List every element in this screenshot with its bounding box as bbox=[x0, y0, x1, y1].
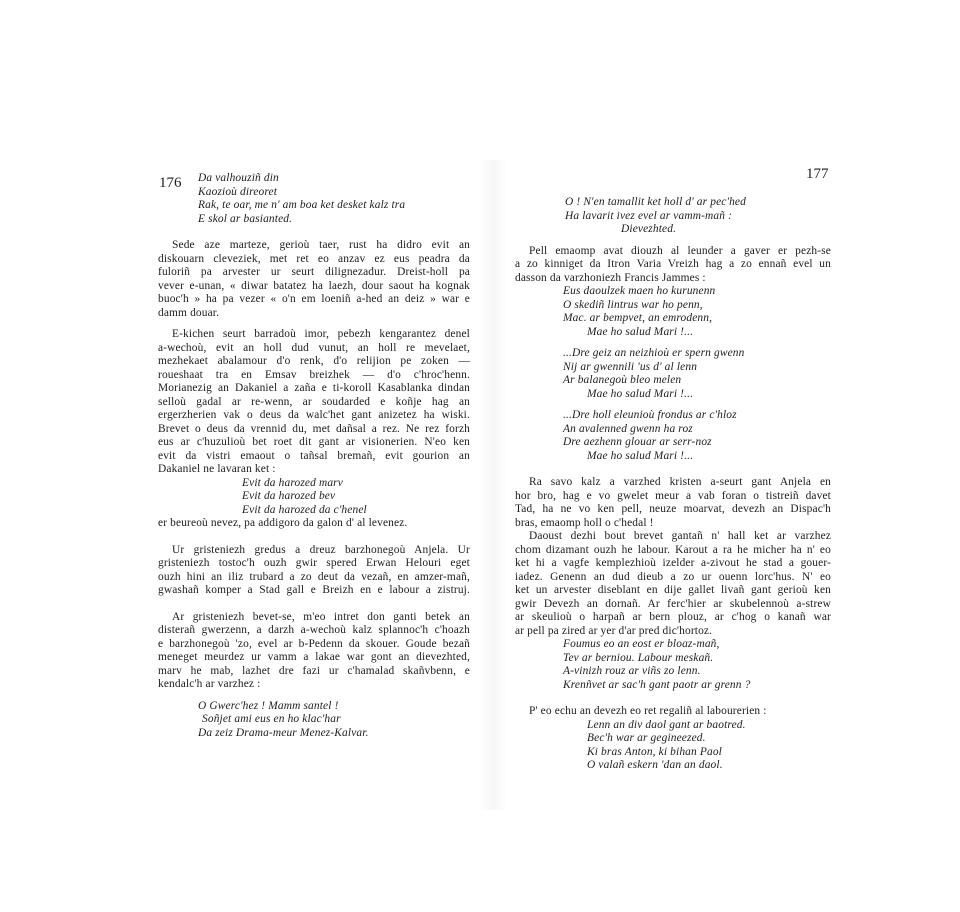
text-line: ar skeulioù o harpañ ar bern plouz, ar c'hog o kanañ war bbox=[515, 611, 831, 623]
verse-line: Bec'h war ar gegineezed. bbox=[587, 732, 706, 744]
text-line: a zo kinniget da Itron Varia Vreizh hag a zo ennañ evel un bbox=[515, 258, 831, 270]
text-line: E-kichen seurt barradoù imor, pebezh kengarantez denel bbox=[172, 328, 470, 340]
verse-line: Kaozioù direoret bbox=[198, 185, 278, 198]
paragraph bbox=[158, 328, 470, 531]
paragraph bbox=[515, 476, 831, 530]
text-line: ergerzherien vak o deus da walc'het gant anizetez ha wiski. bbox=[158, 409, 470, 421]
verse-line: O ! N'en tamallit ket holl d' ar pec'hed bbox=[565, 196, 746, 208]
verse-line: Eus daoulzek maen ho kurunenn bbox=[563, 285, 716, 297]
text-line: Dakaniel ne lavaran ket : bbox=[158, 463, 276, 475]
text-line: evit da vistri emaout o tañsal bremañ, evit gourion an bbox=[158, 449, 470, 462]
text-line: e barzhonegoù 'zo, evel ar b-Pedenn da skouer. Goude bezañ bbox=[158, 637, 470, 650]
verse-line: A-vinizh rouz ar viñs zo lenn. bbox=[563, 665, 701, 677]
text-line: Sede aze marteze, gerioù taer, rust ha didro evit an bbox=[172, 239, 470, 251]
text-line: diskouarn cleveziek, met ret eo anzav ez eus peadra da bbox=[158, 252, 470, 265]
page-number-left: 176 bbox=[159, 175, 182, 191]
text-line: ouzh hini an iliz trubard a zo deut da vezañ, en amzer-mañ, bbox=[158, 570, 470, 583]
text-line: Brevet o deus da vrennid du, met dañsal a rez. Ne rez forzh bbox=[158, 422, 470, 435]
verse-line: Krenñvet ar sac'h gant paotr ar grenn ? bbox=[563, 678, 751, 691]
text-line: meneget meurdez ur vamm a lakae war gont an dievezhted, bbox=[158, 651, 470, 663]
text-line: Daoust dezhi bout brevet gantañ n' hall ket ar varzhez bbox=[529, 530, 831, 542]
text-line: damm douar. bbox=[158, 306, 220, 319]
verse-line: Ar balanegoù bleo melen bbox=[563, 374, 682, 386]
text-line: gristeniezh tostoc'h ouzh gwir spered Erwan Helouri eget bbox=[158, 557, 470, 569]
poem-stanza-5 bbox=[515, 638, 831, 692]
page-number-right: 177 bbox=[806, 166, 829, 182]
text-line: Tad, ha ne vo ken pell, neuze moarvat, devezh an Dispac'h bbox=[515, 503, 831, 515]
verse-line: Nij ar gwennili 'us d' al lenn bbox=[563, 360, 698, 373]
text-line: chom dizamant ouzh he labour. Karout a ra he micher ha n' eo bbox=[515, 543, 831, 556]
left-page bbox=[158, 172, 470, 740]
book-gutter bbox=[478, 160, 508, 810]
paragraph bbox=[515, 530, 831, 638]
verse-line: Rak, te oar, me n' am boa ket desket kalz tra bbox=[198, 199, 406, 211]
verse-line: Ki bras Anton, ki bihan Paol bbox=[587, 745, 722, 758]
text-line: marv he mab, lazhet dre fazi ur c'hamalad skañvbenn, e bbox=[158, 664, 470, 677]
verse-line: O skediñ lintrus war ho penn, bbox=[563, 298, 703, 311]
verse-line: Evit da harozed bev bbox=[242, 490, 336, 502]
poem-stanza-4 bbox=[515, 409, 831, 463]
verse-line: Mae ho salud Mari !... bbox=[587, 387, 694, 400]
poem-stanza-2 bbox=[515, 285, 831, 339]
refrain-stanza bbox=[158, 477, 470, 518]
text-line: a-wechoù, evit an holl dud vunut, an holl re mevelaet, bbox=[158, 341, 470, 354]
paragraph bbox=[158, 544, 470, 598]
text-line: Ar gristeniezh bevet-se, m'eo intret don ganti betek an bbox=[172, 610, 470, 623]
poem-stanza-3 bbox=[515, 347, 831, 401]
verse-line: Soñjet ami eus en ho klac'har bbox=[202, 713, 341, 725]
verse-line: Mae ho salud Mari !... bbox=[587, 325, 694, 338]
text-line: dasson da varzhoniezh Francis Jammes : bbox=[515, 271, 706, 284]
verse-line: ...Dre geiz an neizhioù er spern gwenn bbox=[563, 347, 745, 359]
verse-line: E skol ar basianted. bbox=[198, 212, 293, 225]
text-line: ket hi a vagfe kemplezhioù izelder a-zivout he stad a gouer- bbox=[515, 557, 831, 569]
text-line: Pell emaomp avat diouzh al leunder a gaver er pezh-se bbox=[529, 244, 831, 257]
verse-line: An avalenned gwenn ha roz bbox=[563, 422, 693, 435]
poem-stanza-6 bbox=[515, 719, 831, 773]
verse-line: ...Dre holl eleunioù frondus ar c'hloz bbox=[563, 409, 737, 421]
text-line: hor bro, hag e vo gwelet meur a vab foran o tistreiñ davet bbox=[515, 489, 831, 502]
verse-line: O Gwerc'hez ! Mamm santel ! bbox=[198, 699, 339, 712]
right-page bbox=[515, 196, 831, 773]
paragraph bbox=[515, 245, 831, 286]
text-line: P' eo echu an devezh eo ret regaliñ al labourerien : bbox=[529, 705, 767, 717]
verse-line: Tev ar berniou. Labour meskañ. bbox=[563, 651, 714, 664]
text-line: buoc'h » ha pa vezer « o'n em loeniñ a-hed an deiz » war e bbox=[158, 293, 470, 305]
text-line: bras, emaomp holl o c'hedal ! bbox=[515, 516, 654, 529]
verse-line: Foumus eo an eost er bloaz-mañ, bbox=[563, 638, 720, 650]
text-line: kendalc'h ar varzhez : bbox=[158, 678, 261, 690]
paragraph bbox=[158, 239, 470, 320]
poem-stanza-1 bbox=[158, 172, 470, 226]
text-line: ar pell pa zired ar yer d'ar pred dic'hortoz. bbox=[515, 624, 713, 637]
text-line: er beureoù nevez, pa addigoro da galon d' al levenez. bbox=[158, 517, 408, 529]
text-line: gwir Devezh an dornañ. Ar ferc'hier ar skubelennoù a-strew bbox=[515, 597, 831, 610]
text-line: ket un arvester diseblant en dije gallet livañ gant gerioù ken bbox=[515, 584, 831, 596]
text-line: Morianezig an Dakaniel a zaña e ti-koroll Kasablanka dindan bbox=[158, 382, 470, 394]
text-line: fuloriñ pa arvester ur seurt dilignezadur. Dreist-holl pa bbox=[158, 266, 470, 278]
text-line: gwashañ komper a Stad gall e Breizh en e labour a zistruj. bbox=[158, 584, 470, 596]
paragraph bbox=[158, 611, 470, 692]
text-line: Ra savo kalz a varzhed kristen a-seurt gant Anjela en bbox=[529, 476, 831, 488]
text-line: Ur gristeniezh gredus a dreuz barzhonegoù Anjela. Ur bbox=[172, 543, 470, 556]
text-line: disterañ gwerzenn, a darzh a-wechoù kalz splannoc'h c'hoazh bbox=[158, 624, 470, 636]
text-line: roueshaat tra en Emsav breizhek — d'o c'hroc'henn. bbox=[158, 368, 470, 381]
verse-line: Ha lavarit ivez evel ar vamm-mañ : bbox=[565, 209, 733, 222]
text-line: selloù gadal ar re-wenn, ar soudarded e koñje hag an bbox=[158, 395, 470, 408]
verse-line: Dre aezhenn glouar ar serr-noz bbox=[563, 436, 712, 448]
verse-line: O valañ eskern 'dan an daol. bbox=[587, 759, 723, 771]
text-line: mezhekaet abalamour d'o renk, d'o relijion pe zoken — bbox=[158, 355, 470, 367]
text-line: eus ar c'huzulioù bet roet dit gant ar visionerien. N'eo ken bbox=[158, 436, 470, 448]
poem-stanza-2 bbox=[158, 700, 470, 741]
verse-line: Da valhouziñ din bbox=[198, 172, 279, 184]
text-line: iadez. Genenn an dud dieub a zo ur ouenn lorc'hus. N' eo bbox=[515, 570, 831, 583]
verse-line: Mae ho salud Mari !... bbox=[587, 449, 694, 462]
verse-line: Mac. ar bempvet, an emrodenn, bbox=[563, 312, 713, 324]
verse-line: Evit da harozed marv bbox=[242, 476, 343, 489]
verse-line: Evit da harozed da c'henel bbox=[242, 503, 367, 516]
verse-line: Da zeiz Drama-meur Menez-Kalvar. bbox=[198, 726, 369, 739]
verse-line: Dievezhted. bbox=[621, 223, 677, 235]
verse-line: Lenn an div daol gant ar baotred. bbox=[587, 718, 746, 731]
text-line: vever e-unan, « diwar batatez ha laezh, dour saout ha kognak bbox=[158, 279, 470, 292]
poem-stanza-1 bbox=[515, 196, 831, 237]
